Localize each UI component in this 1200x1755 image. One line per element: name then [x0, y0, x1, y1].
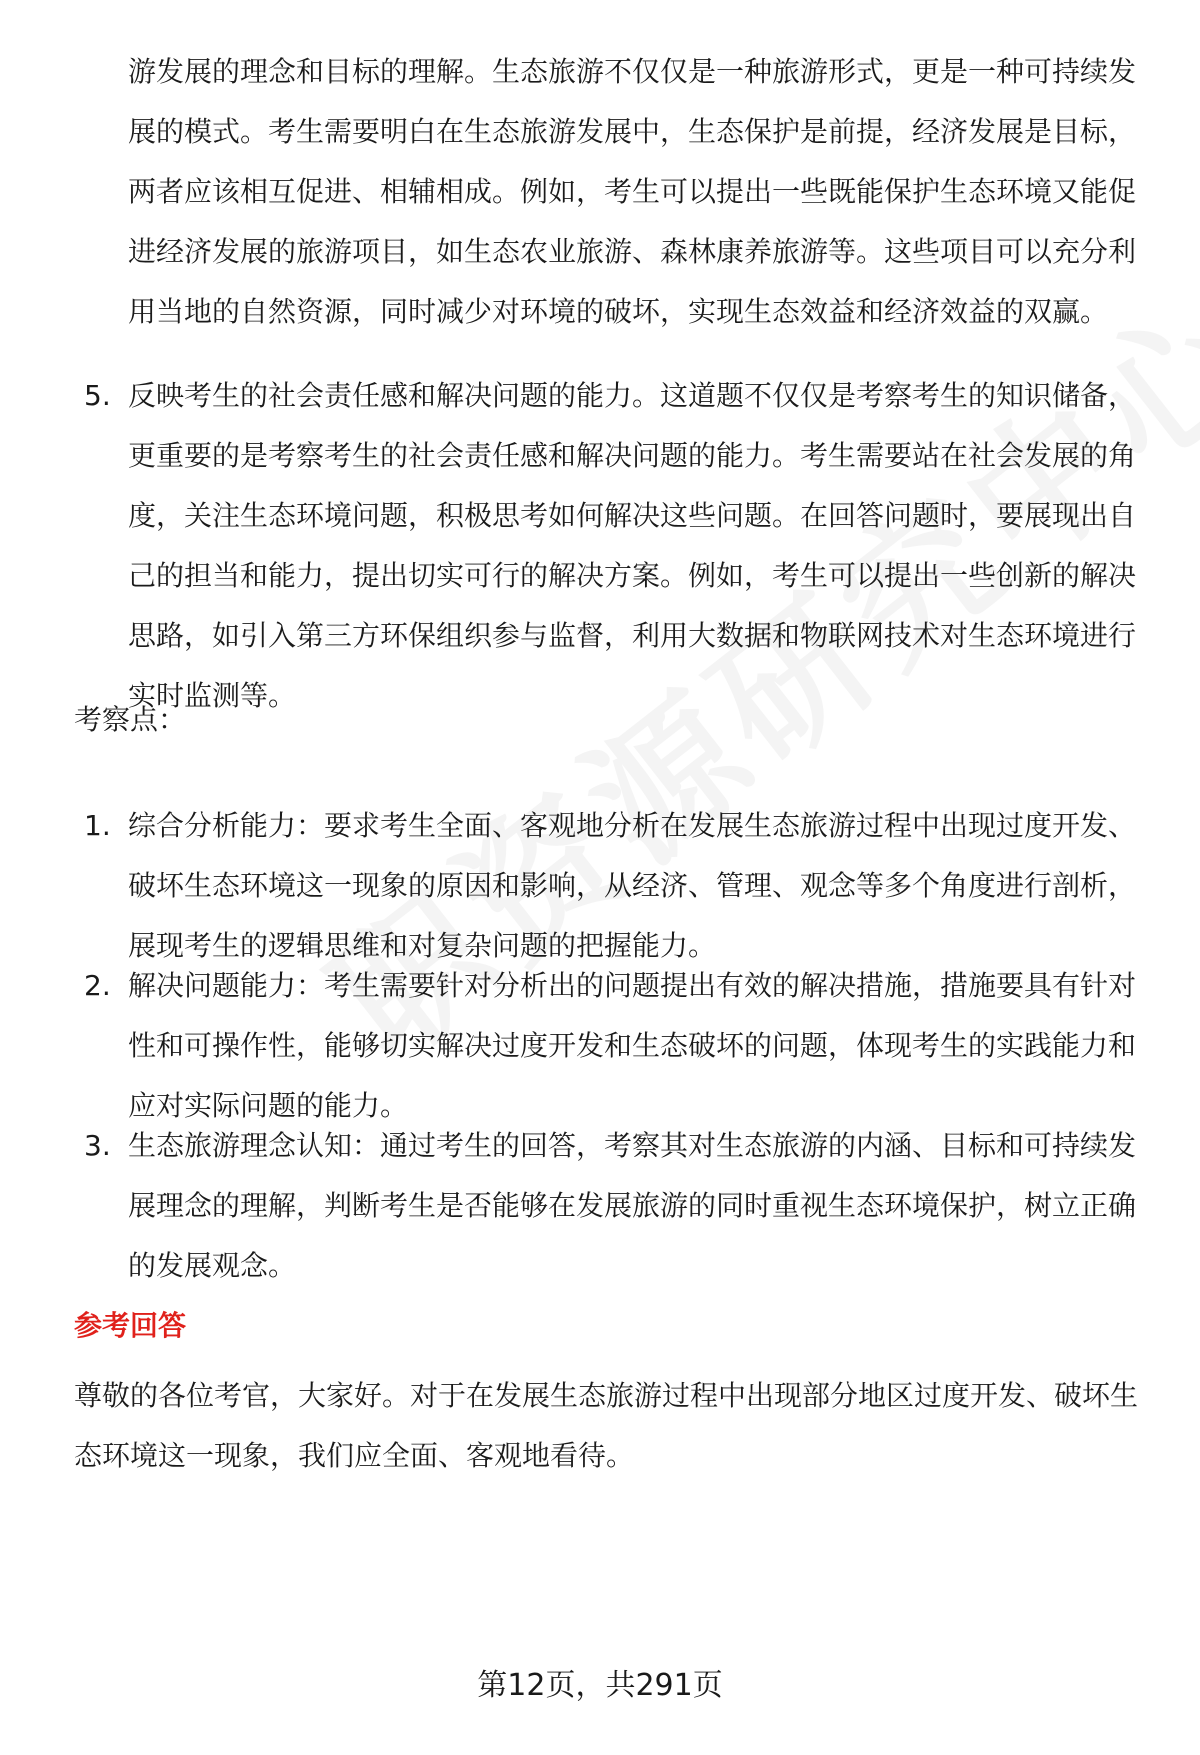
reference-answer-text: 尊敬的各位考官，大家好。对于在发展生态旅游过程中出现部分地区过度开发、破坏生态环境这一现象，我们应全面、客观地看待。 — [74, 1379, 1139, 1472]
list-number: 2. — [84, 969, 111, 1002]
list-item-exam-point-2 — [84, 956, 1144, 1136]
page-number-footer: 第12页，共291页 — [477, 1668, 723, 1703]
list-text: 解决问题能力：考生需要针对分析出的问题提出有效的解决措施，措施要具有针对性和可操作性，能够切实解决过度开发和生态破坏的问题，体现考生的实践能力和应对实际问题的能力。 — [128, 969, 1137, 1122]
list-number: 3. — [84, 1129, 111, 1162]
list-text: 反映考生的社会责任感和解决问题的能力。这道题不仅仅是考察考生的知识储备，更重要的是考察考生的社会责任感和解决问题的能力。考生需要站在社会发展的角度，关注生态环境问题，积极思考如何解决这些问题。在回答问题时，要展现出自己的担当和能力，提出切实可行的解决方案。例如，考生可以提出一些创新的解决思路，如引入第三方环保组织参与监督，利用大数据和物联网技术对生态环境进行实时监测等。 — [128, 379, 1137, 712]
list-text: 综合分析能力：要求考生全面、客观地分析在发展生态旅游过程中出现过度开发、破坏生态环境这一现象的原因和影响，从经济、管理、观念等多个角度进行剖析，展现考生的逻辑思维和对复杂问题的把握能力。 — [128, 809, 1137, 962]
list-text: 生态旅游理念认知：通过考生的回答，考察其对生态旅游的内涵、目标和可持续发展理念的理解，判断考生是否能够在发展旅游的同时重视生态环境保护，树立正确的发展观念。 — [128, 1129, 1137, 1282]
reference-answer-heading: 参考回答 — [74, 1309, 187, 1342]
list-item-exam-point-1 — [84, 796, 1144, 976]
examination-points-heading: 考察点： — [74, 703, 187, 736]
list-item-point-5 — [84, 366, 1144, 726]
list-item-exam-point-3 — [84, 1116, 1144, 1296]
continued-paragraph: 游发展的理念和目标的理解。生态旅游不仅仅是一种旅游形式，更是一种可持续发展的模式。考生需要明白在生态旅游发展中，生态保护是前提，经济发展是目标，两者应该相互促进、相辅相成。例如，考生可以提出一些既能保护生态环境又能促进经济发展的旅游项目，如生态农业旅游、森林康养旅游等。这些项目可以充分利用当地的自然资源，同时减少对环境的破坏，实现生态效益和经济效益的双赢。 — [128, 55, 1137, 328]
list-number: 5. — [84, 379, 111, 412]
list-number: 1. — [84, 809, 111, 842]
